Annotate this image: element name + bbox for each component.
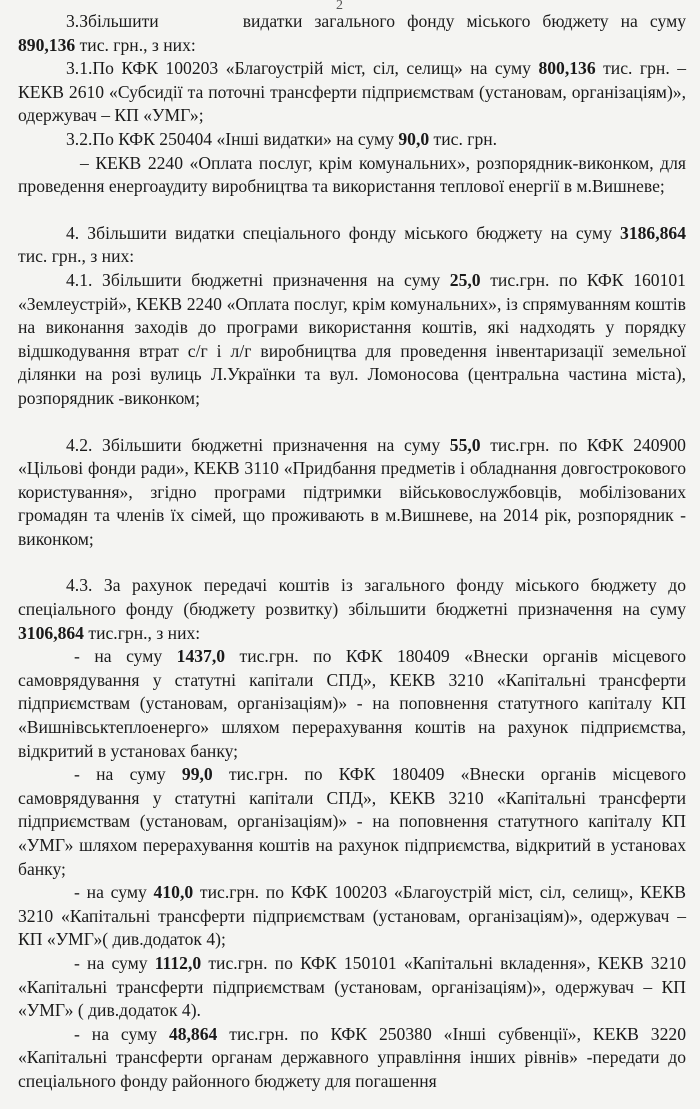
list-item-text: тис.грн. по КФК 180409 «Внески органів місцевого самоврядування у статутні капітали СПД», КЕКВ 3210 «Капітальні трансферти підприємствам (установам, організаціям)» - на поповнення статутного капіталу КП «Вишнівськтеплоенерго» шляхом перерахування коштів на рахунок підприємства, відкритий в установах банку;: [18, 646, 687, 761]
paragraph-3-1-amount: 800,136: [538, 58, 596, 79]
paragraph-4-2-text-end: тис.грн. по КФК 240900 «Цільові фонди ради», КЕКВ 3110 «Придбання предметів і обладнання довгострокового користування», згідно програми підтримки військовослужбовців, мобілізованих громадян та членів їх сімей, що проживають в м.Вишневе, на 2014 рік, розпорядник - виконком;: [18, 434, 686, 549]
paragraph-3-1-text: 3.1.По КФК 100203 «Благоустрій міст, сіл, селищ» на суму: [66, 58, 539, 79]
list-item: [18, 645, 686, 763]
list-item-amount: 48,864: [168, 1023, 218, 1044]
paragraph-3-2-text: 3.2.По КФК 250404 «Інші видатки» на суму: [66, 128, 399, 149]
spacer: [18, 411, 686, 434]
page-number: 2: [336, 0, 343, 13]
list-item-prefix: - на суму: [74, 1023, 169, 1044]
list-item-amount: 99,0: [181, 764, 213, 785]
list-item-text: тис.грн. по КФК 250380 «Інші субвенції», КЕКВ 3220 «Капітальні трансферти органам державного управління інших рівнів» -передати до спеціального фонду районного бюджету для погашення: [18, 1023, 686, 1091]
list-item-text: тис.грн. по КФК 150101 «Капітальні вкладення», КЕКВ 3210 «Капітальні трансферти підприємствам (установам, організаціям)», одержувач – КП «УМГ» ( див.додаток 4).: [18, 952, 686, 1021]
paragraph-4: [18, 222, 686, 269]
paragraph-4-3-amount: 3106,864: [18, 622, 84, 643]
paragraph-3-heading: 3.Збільшити: [66, 11, 159, 31]
list-item-prefix: - на суму: [74, 764, 182, 785]
list-item: [18, 881, 686, 952]
paragraph-4-amount: 3186,864: [620, 222, 686, 243]
paragraph-4-text: 4. Збільшити видатки спеціального фонду міського бюджету на суму: [66, 222, 621, 243]
spacer: [18, 551, 686, 574]
list-item-text: тис.грн. по КФК 100203 «Благоустрій міст, сіл, селищ», КЕКВ 3210 «Капітальні трансферти підприємствам (установам, організаціям)», одержувач – КП «УМГ»( див.додаток 4);: [18, 882, 686, 950]
list-item-prefix: - на суму: [74, 646, 177, 667]
paragraph-3-2-amount: 90,0: [398, 128, 430, 149]
list-item: [18, 1023, 686, 1094]
paragraph-3-2: [18, 128, 686, 152]
spacer: [18, 199, 686, 222]
paragraph-4-1: [18, 269, 686, 411]
paragraph-3-amount: 890,136: [18, 34, 76, 55]
paragraph-3-text: видатки загального фонду міського бюджету на суму: [242, 11, 686, 31]
list-item-prefix: - на суму: [74, 952, 155, 973]
list-item-text: тис.грн. по КФК 180409 «Внески органів місцевого самоврядування у статутні капітали СПД», КЕКВ 3210 «Капітальні трансферти підприємствам (установам, організаціям)» - на поповнення статутного капіталу КП «УМГ» шляхом перерахування коштів на рахунок підприємства, відкритий в установах банку;: [18, 764, 686, 879]
list-item: [18, 763, 686, 881]
document-body: [18, 10, 686, 1094]
list-item-amount: 1112,0: [154, 952, 202, 973]
paragraph-4-3-text: 4.3. За рахунок передачі коштів із загального фонду міського бюджету до спеціального фонду (бюджету розвитку) збільшити бюджетні призначення на суму: [18, 575, 686, 620]
list-item-amount: 1437,0: [176, 646, 226, 667]
paragraph-4-text-end: тис. грн., з них:: [18, 246, 135, 267]
paragraph-4-2-text: 4.2. Збільшити бюджетні призначення на суму: [66, 434, 450, 455]
paragraph-3: [18, 10, 686, 57]
paragraph-4-3-text-end: тис.грн., з них:: [83, 622, 201, 643]
paragraph-3-text-end: тис. грн., з них:: [75, 34, 196, 55]
list-item-prefix: - на суму: [74, 882, 154, 903]
paragraph-4-3: [18, 574, 686, 645]
paragraph-4-1-amount: 25,0: [449, 269, 481, 290]
paragraph-4-2-amount: 55,0: [449, 434, 481, 455]
paragraph-3-2-detail: – КЕКВ 2240 «Оплата послуг, крім комунальних», розпорядник-виконком, для проведення енергоаудиту виробництва та використання теплової енергії в м.Вишневе;: [18, 152, 686, 197]
list-item: [18, 952, 686, 1023]
paragraph-4-1-text: 4.1. Збільшити бюджетні призначення на суму: [66, 269, 450, 290]
paragraph-4-2: [18, 434, 686, 552]
list-item-amount: 410,0: [153, 882, 194, 903]
paragraph-3-1: [18, 57, 686, 128]
paragraph-3-1-text-end: тис. грн. – КЕКВ 2610 «Субсидії та поточні трансферти підприємствам (установам, організаціям)», одержувач – КП «УМГ»;: [18, 58, 686, 126]
paragraph-4-1-text-end: тис.грн. по КФК 160101 «Землеустрій», КЕКВ 2240 «Оплата послуг, крім комунальних», із спрямуванням коштів на виконання заходів до програми використання коштів, які надходять у порядку відшкодування втрат с/г і л/г виробництва для проведення інвентаризації земельної ділянки на розі вулиць Л.Українки та вул. Ломоносова (центральна частина міста), розпорядник -виконком;: [18, 269, 686, 408]
paragraph-3-2-text-end: тис. грн.: [429, 128, 498, 149]
